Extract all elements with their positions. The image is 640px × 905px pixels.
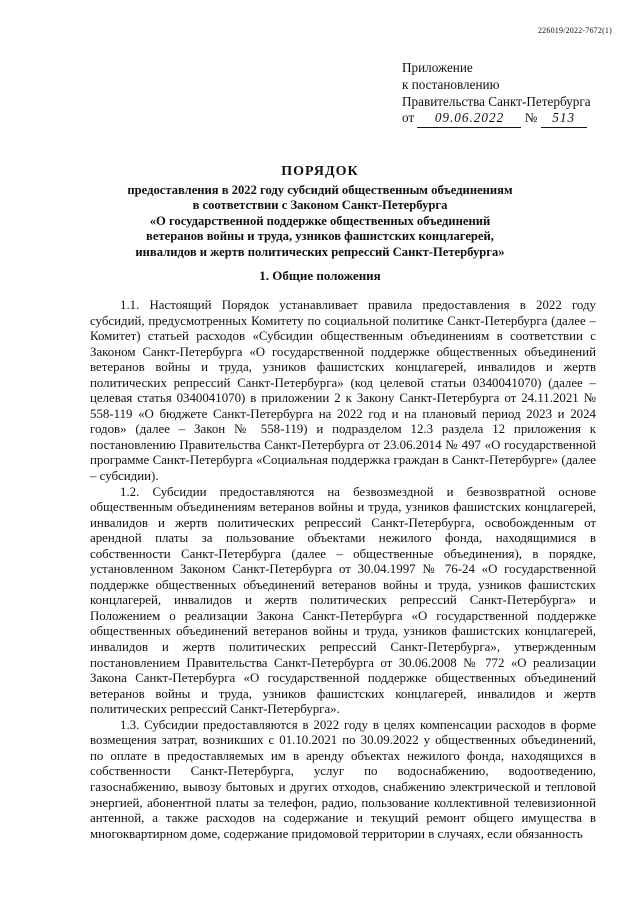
- title-line-3: «О государственной поддержке общественных объединений: [149, 213, 491, 228]
- paragraph-1-3: 1.3. Субсидии предоставляются в 2022 году в целях компенсации расходов в форме возмещения затрат, возникших с 01.10.2021 по 30.09.2022 у общественных объединений, по оплате в предоставляемых им в аренду объектах нежилого фонда, находящихся в собственности Санкт-Петербурга, услуг по водоснабжению, водоотведению, газоснабжению, вывозу бытовых и других отходов, снабжению электрической и тепловой энергией, абонентной платы за телефон, радио, пользование коллективной телевизионной антенной, а также расходов на содержание и текущий ремонт общего имущества в многоквартирном доме, содержание придомовой территории в случаях, если обязанность: [90, 717, 596, 841]
- appendix-line-2: к постановлению: [402, 76, 500, 92]
- paragraph-1-2: 1.2. Субсидии предоставляются на безвозмездной и безвозвратной основе общественным объединениям ветеранов войны и труда, узников фашистских концлагерей, инвалидов и жертв политических репрессий Санкт-Петербурга, освобожденным от арендной платы за пользование объектами нежилого фонда, находящимися в собственности Санкт-Петербурга (далее – общественные объединения), в порядке, установленном Законом Санкт-Петербурга от 30.04.1997 № 76-24 «О государственной поддержке общественных объединений ветеранов войны и труда, узников фашистских концлагерей, инвалидов и жертв политических репрессий Санкт-Петербурга» и Положением о реализации Закона Санкт-Петербурга «О государственной поддержке общественных объединений ветеранов войны и труда, узников фашистских концлагерей, инвалидов и жертв политических репрессий Санкт-Петербурга», утвержденным постановлением Правительства Санкт-Петербурга от 30.06.2008 № 772 «О реализации Закона Санкт-Петербурга «О государственной поддержке общественных объединений ветеранов войны и труда, узников фашистских концлагерей, инвалидов и жертв политических репрессий Санкт-Петербурга».: [90, 484, 596, 717]
- document-body: [90, 298, 596, 842]
- resolution-number: 513: [541, 110, 587, 128]
- appendix-block: [402, 60, 622, 128]
- appendix-date-line: [402, 110, 622, 128]
- resolution-date: 09.06.2022: [417, 110, 521, 128]
- title-line-4: ветеранов войны и труда, узников фашистских концлагерей,: [146, 229, 494, 244]
- appendix-line-3: Правительства Санкт-Петербурга: [402, 93, 591, 109]
- date-prefix: от: [402, 110, 415, 126]
- document-title: [90, 164, 550, 261]
- title-line-5: инвалидов и жертв политических репрессий Санкт-Петербурга»: [135, 244, 505, 259]
- document-registration-number: 226019/2022-7672(1): [537, 26, 612, 35]
- appendix-line-1: Приложение: [402, 60, 473, 75]
- title-main: ПОРЯДОК: [281, 164, 359, 179]
- paragraph-1-1: 1.1. Настоящий Порядок устанавливает правила предоставления в 2022 году субсидий, предусмотренных Комитету по социальной политике Санкт-Петербурга (далее – Комитет) статьей расходов «Субсидии общественным объединениям в соответствии с Законом Санкт-Петербурга «О государственной поддержке общественных объединений ветеранов войны и труда, узников фашистских концлагерей, инвалидов и жертв политических репрессий Санкт-Петербурга» (код целевой статьи 0340041070) (далее – целевая статья 0340041070) в приложении 2 к Закону Санкт-Петербурга от 24.11.2021 № 558-119 «О бюджете Санкт-Петербурга на 2022 год и на плановый период 2023 и 2024 годов» (далее – Закон № 558-119) и подразделом 12.3 раздела 12 приложения к постановлению Правительства Санкт-Петербурга от 23.06.2014 № 497 «О государственной программе Санкт-Петербурга «Социальная поддержка граждан в Санкт-Петербурге» (далее – субсидии).: [90, 298, 596, 484]
- title-line-1: предоставления в 2022 году субсидий общественным объединениям: [127, 182, 513, 197]
- number-prefix: №: [524, 110, 538, 126]
- section-heading: 1. Общие положения: [259, 268, 381, 283]
- title-line-2: в соответствии с Законом Санкт-Петербурга: [192, 198, 448, 213]
